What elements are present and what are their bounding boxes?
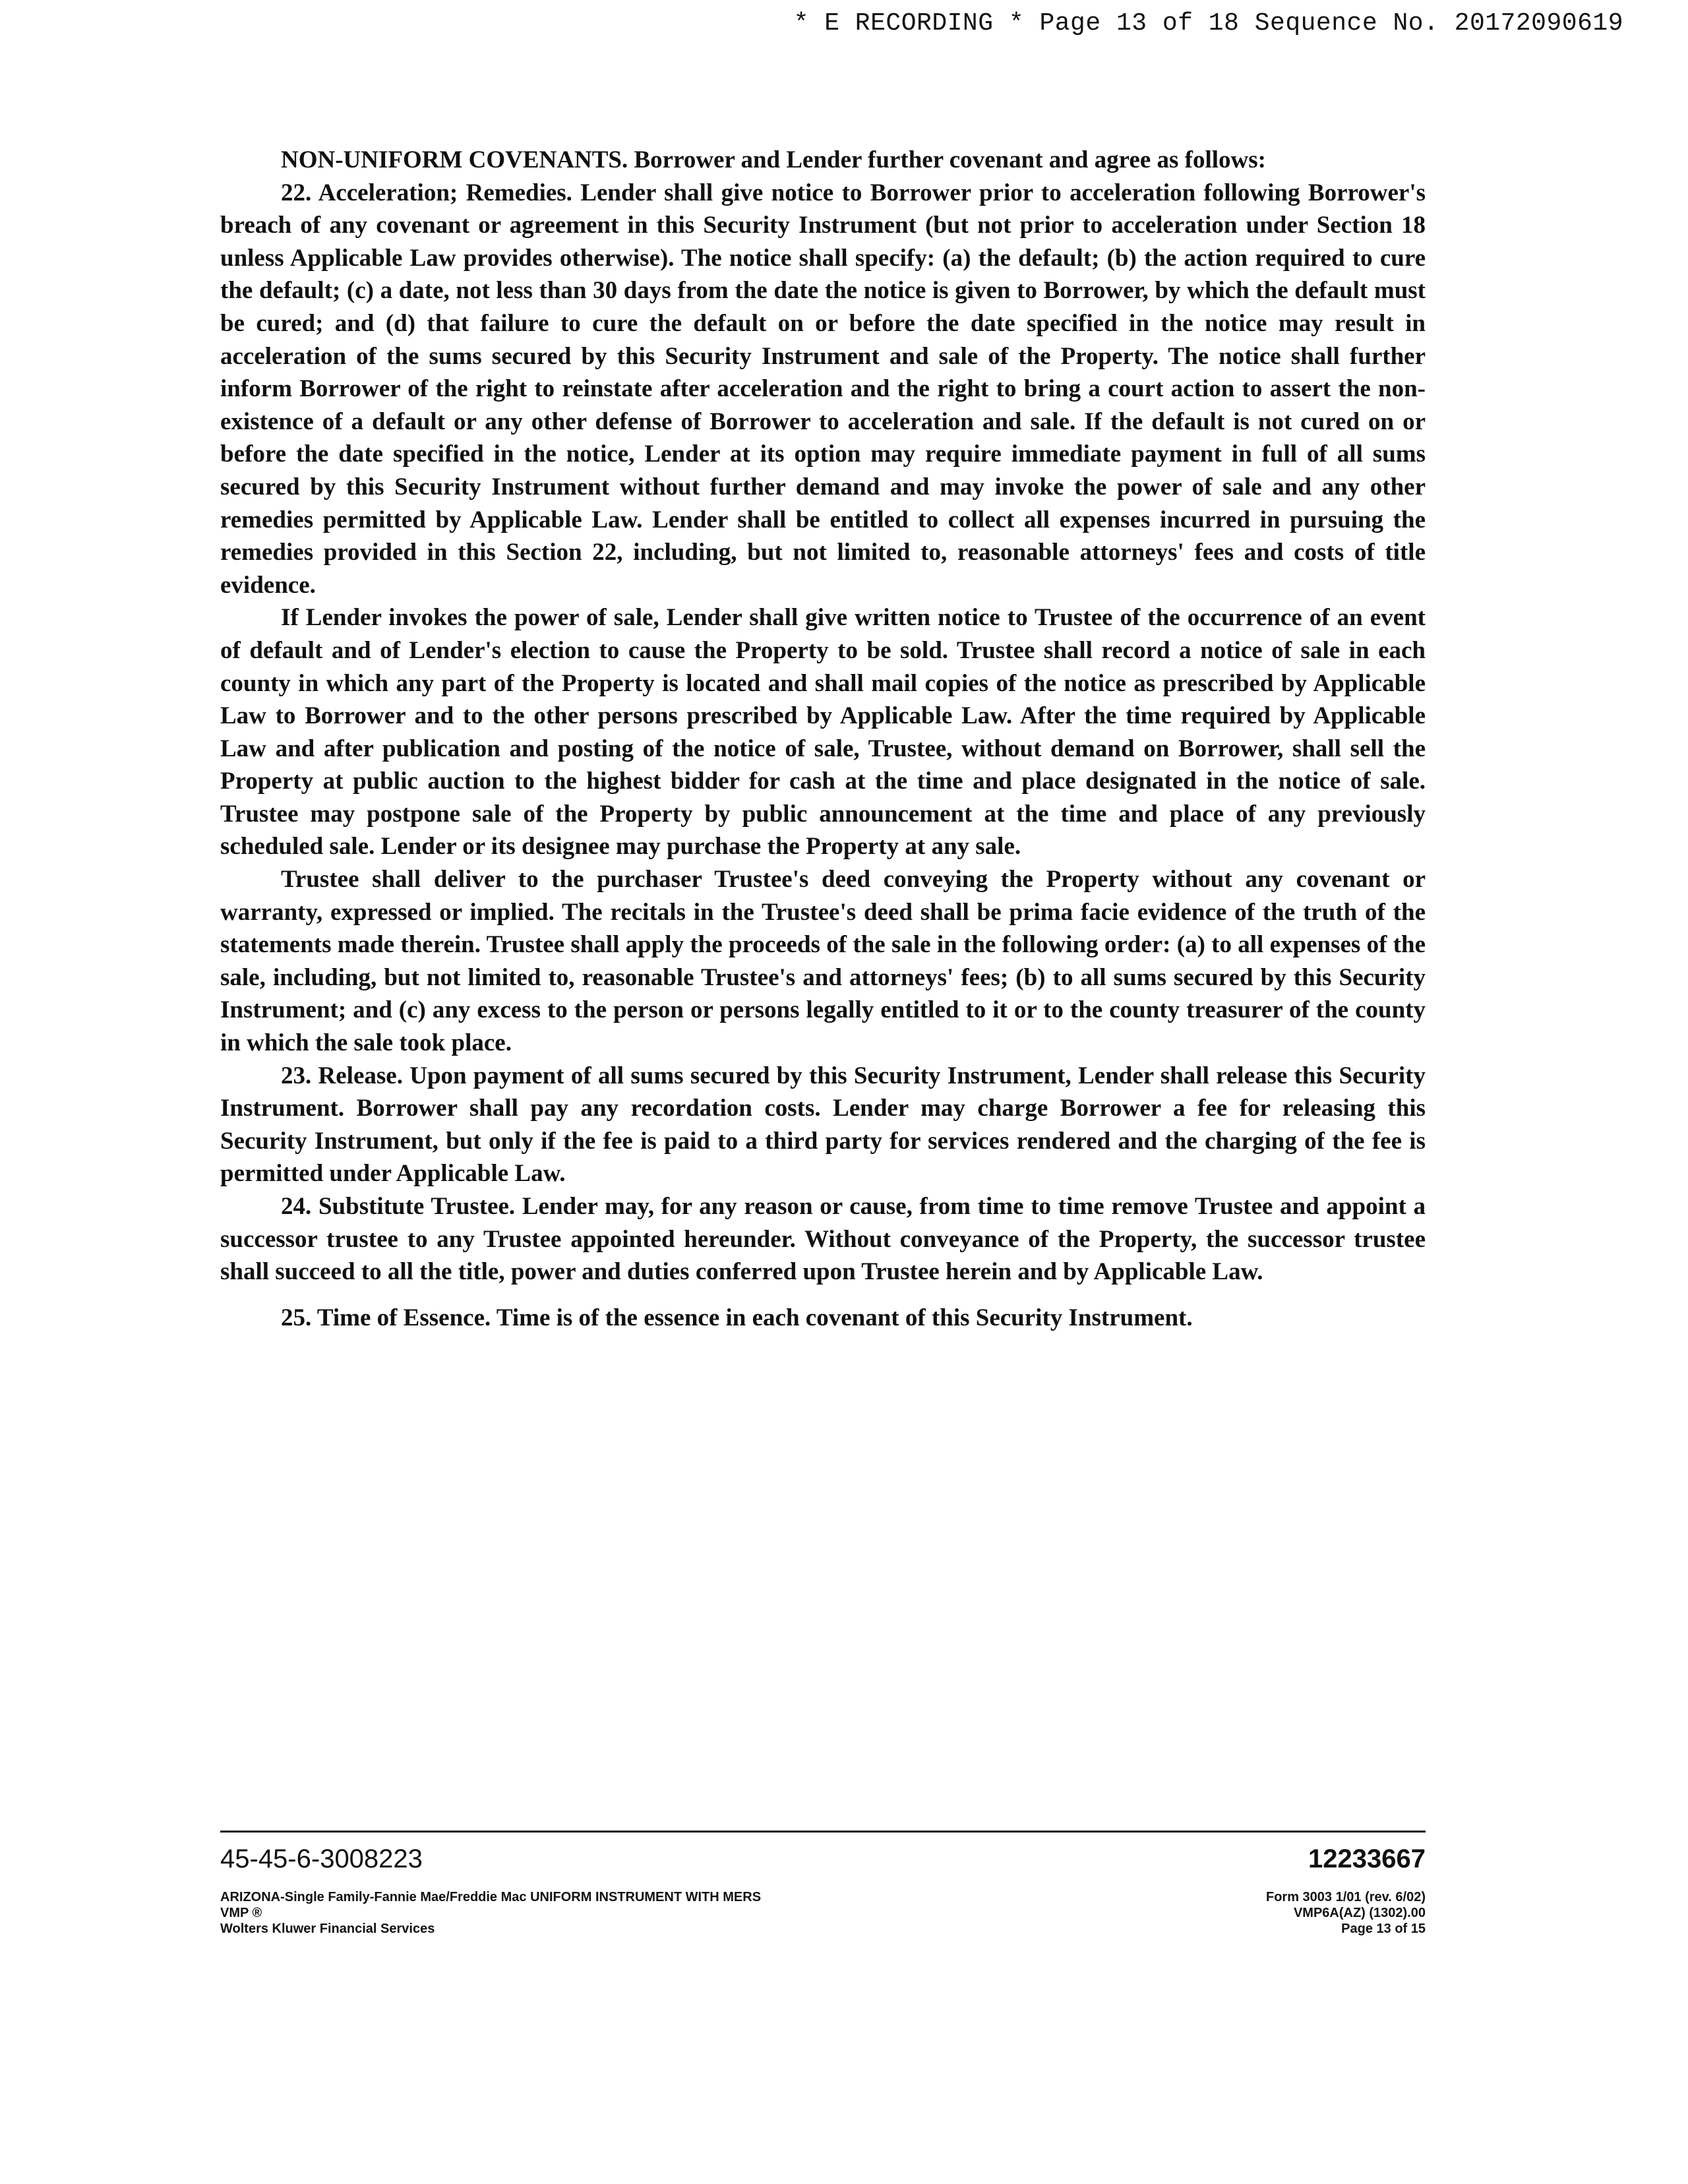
- recording-header: * E RECORDING * Page 13 of 18 Sequence No. 20172090619: [793, 9, 1623, 38]
- case-number: 12233667: [1308, 1844, 1426, 1873]
- publisher-name: Wolters Kluwer Financial Services: [220, 1922, 435, 1936]
- form-publisher-info: [220, 1889, 761, 1937]
- footer-divider: [220, 1831, 1426, 1833]
- footer-form-info-row: [220, 1877, 1426, 1937]
- paragraph-22-acceleration-remedies: 22. Acceleration; Remedies. Lender shall give notice to Borrower prior to acceleration following Borrower's breach of any covenant or agreement in this Security Instrument (but not prior to acceleration under Section 18 unless Applicable Law provides otherwise). The notice shall specify: (a) the default; (b) the action required to cure the default; (c) a date, not less than 30 days from the date the notice is given to Borrower, by which the default must be cured; and (d) that failure to cure the default on or before the date specified in the notice may result in acceleration of the sums secured by this Security Instrument and sale of the Property. The notice shall further inform Borrower of the right to reinstate after acceleration and the right to bring a court action to assert the non-existence of a default or any other defense of Borrower to acceleration and sale. If the default is not cured on or before the date specified in the notice, Lender at its option may require immediate payment in full of all sums secured by this Security Instrument without further demand and may invoke the power of sale and any other remedies permitted by Applicable Law. Lender shall be entitled to collect all expenses incurred in pursuing the remedies provided in this Section 22, including, but not limited to, reasonable attorneys' fees and costs of title evidence.: [220, 179, 1426, 599]
- loan-number: 45-45-6-3008223: [220, 1844, 423, 1873]
- footer-numbers-row: [220, 1840, 1426, 1877]
- vmp-form-code: VMP6A(AZ) (1302).00: [1293, 1906, 1426, 1920]
- paragraph-25-time-of-essence: 25. Time of Essence. Time is of the essence in each covenant of this Security Instrument.: [281, 1304, 1193, 1331]
- paragraph-23-release: 23. Release. Upon payment of all sums secured by this Security Instrument, Lender shall release this Security Instrument. Borrower shall pay any recordation costs. Lender may charge Borrower a fee for releasing this Security Instrument, but only if the fee is paid to a third party for services rendered and the charging of the fee is permitted under Applicable Law.: [220, 1062, 1426, 1188]
- form-number: Form 3003 1/01 (rev. 6/02): [1266, 1890, 1426, 1904]
- form-number-info: [1266, 1889, 1426, 1937]
- page-number: Page 13 of 15: [1341, 1922, 1426, 1936]
- paragraph-24-substitute-trustee: 24. Substitute Trustee. Lender may, for any reason or cause, from time to time remove Trustee and appoint a successor trustee to any Trustee appointed hereunder. Without conveyance of the Property, the successor trustee shall succeed to all the title, power and duties conferred upon Trustee herein and by Applicable Law.: [220, 1193, 1426, 1286]
- document-body: [220, 144, 1426, 1334]
- vmp-mark: VMP ®: [220, 1906, 262, 1920]
- section-heading-non-uniform-covenants: NON-UNIFORM COVENANTS. Borrower and Lender further covenant and agree as follows:: [281, 146, 1267, 173]
- paragraph-power-of-sale: If Lender invokes the power of sale, Lender shall give written notice to Trustee of the occurrence of an event of default and of Lender's election to cause the Property to be sold. Trustee shall record a notice of sale in each county in which any part of the Property is located and shall mail copies of the notice as prescribed by Applicable Law to Borrower and to the other persons prescribed by Applicable Law. After the time required by Applicable Law and after publication and posting of the notice of sale, Trustee, without demand on Borrower, shall sell the Property at public auction to the highest bidder for cash at the time and place designated in the notice of sale. Trustee may postpone sale of the Property by public announcement at the time and place of any previously scheduled sale. Lender or its designee may purchase the Property at any sale.: [220, 604, 1426, 861]
- form-title: ARIZONA-Single Family-Fannie Mae/Freddie Mac UNIFORM INSTRUMENT WITH MERS: [220, 1890, 762, 1904]
- page-footer: [220, 1831, 1426, 1937]
- paragraph-trustee-deed: Trustee shall deliver to the purchaser Trustee's deed conveying the Property without any covenant or warranty, expressed or implied. The recitals in the Trustee's deed shall be prima facie evidence of the truth of the statements made therein. Trustee shall apply the proceeds of the sale in the following order: (a) to all expenses of the sale, including, but not limited to, reasonable Trustee's and attorneys' fees; (b) to all sums secured by this Security Instrument; and (c) any excess to the person or persons legally entitled to it or to the county treasurer of the county in which the sale took place.: [220, 866, 1426, 1057]
